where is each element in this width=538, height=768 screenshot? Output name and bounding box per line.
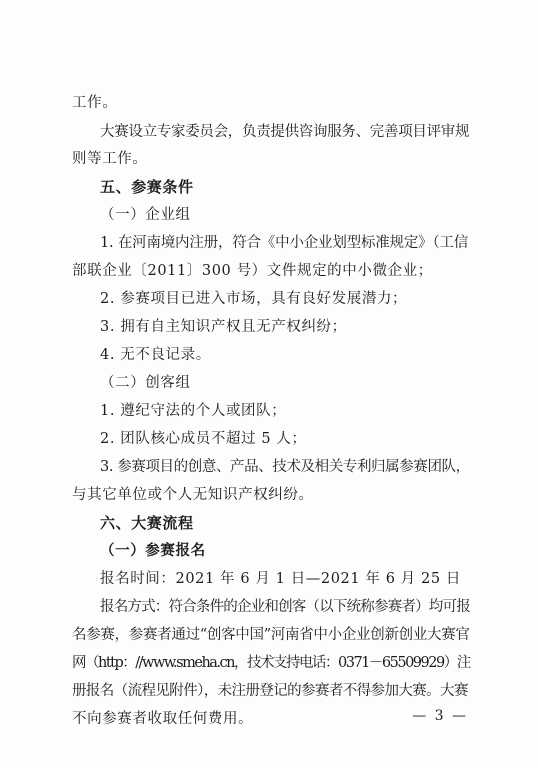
page-number: — 3 — [412, 708, 468, 724]
text-line: 4. 无不良记录。 [100, 347, 211, 363]
text-line: 与其它单位或个人无知识产权纠纷。 [72, 487, 314, 503]
text-line: 网（http：//www.smeha.cn，技术支持电话：0371－65509929）注 [72, 655, 470, 671]
text-line: 则等工作。 [72, 151, 148, 167]
text-line: 1. 在河南境内注册，符合《中小企业划型标准规定》（工信 [100, 235, 469, 251]
text-line: 2. 团队核心成员不超过 5 人； [100, 431, 307, 447]
text-line: 1. 遵纪守法的个人或团队； [100, 403, 287, 419]
text-line: 3. 拥有自主知识产权且无产权纠纷； [100, 319, 347, 335]
text-line: 报名时间：2021 年 6 月 1 日—2021 年 6 月 25 日 [100, 571, 462, 587]
text-line: 大赛设立专家委员会，负责提供咨询服务、完善项目评审规 [100, 124, 470, 140]
subsection-heading: （二）创客组 [100, 375, 191, 391]
text-line: 工作。 [72, 95, 118, 111]
section-heading: 六、大赛流程 [100, 514, 194, 532]
section-heading: 五、参赛条件 [100, 178, 194, 196]
text-line: 不向参赛者收取任何费用。 [72, 711, 254, 727]
text-line: 册报名（流程见附件），未注册登记的参赛者不得参加大赛。大赛 [72, 683, 468, 699]
text-line: 名参赛，参赛者通过“创客中国”河南省中小企业创新创业大赛官 [72, 627, 470, 643]
text-line: 2. 参赛项目已进入市场，具有良好发展潜力； [100, 291, 408, 307]
text-line: 部联企业〔2011〕300 号）文件规定的中小微企业； [72, 263, 433, 279]
text-line: 3. 参赛项目的创意、产品、技术及相关专利归属参赛团队， [100, 459, 470, 475]
text-line: 报名方式：符合条件的企业和创客（以下统称参赛者）均可报 [100, 599, 470, 615]
subsection-heading: （一）企业组 [100, 207, 191, 223]
subsection-heading: （一）参赛报名 [100, 542, 206, 559]
